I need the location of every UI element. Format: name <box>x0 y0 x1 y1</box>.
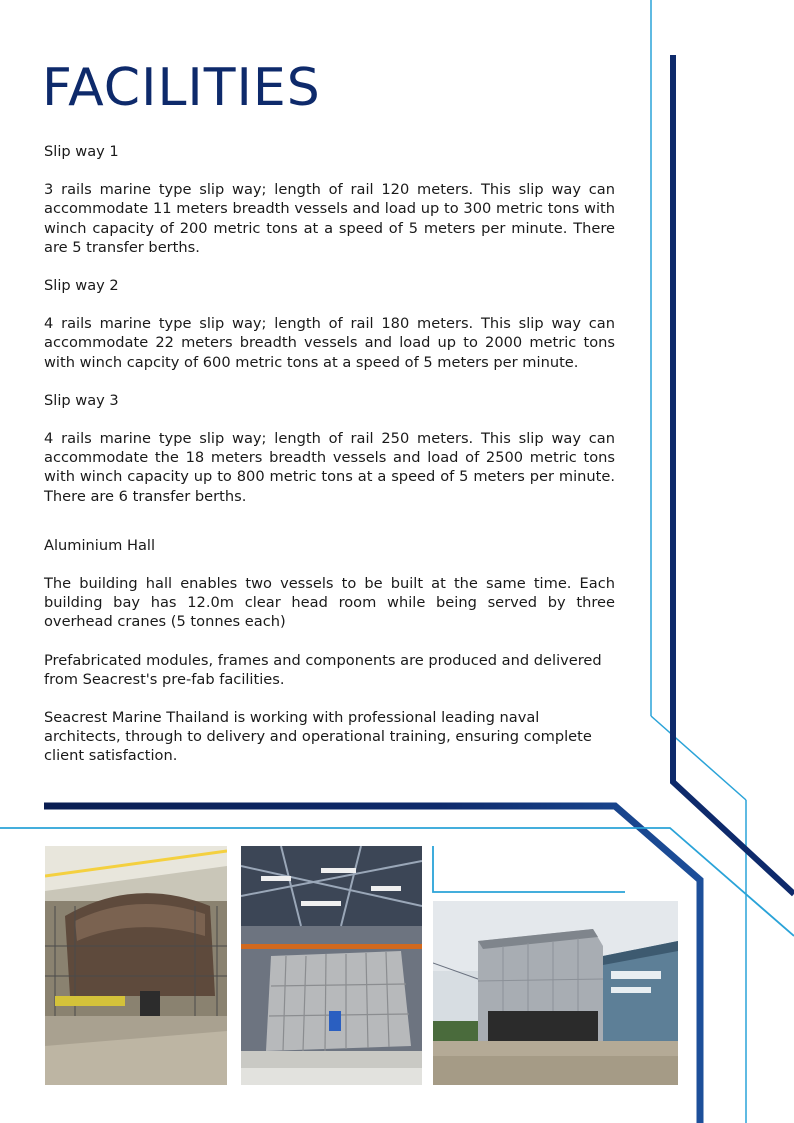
section-heading-slipway-3: Slip way 3 <box>44 391 119 409</box>
photo-facility-building-exterior <box>433 901 678 1085</box>
section-body-slipway-3: 4 rails marine type slip way; length of rail 250 meters. This slip way can accommodate the 18 meters breadth vessels and load of 2500 metric tons with winch capacity up to 800 metric tons at a speed of 5 meters per minute. There are 6 transfer berths. <box>44 430 615 505</box>
section-heading-aluminium-hall: Aluminium Hall <box>44 536 155 554</box>
page-title: FACILITIES <box>42 58 321 118</box>
aluminium-hall-paragraph: Prefabricated modules, frames and components are produced and delivered from Seacrest's pre-fab facilities. <box>44 651 602 688</box>
section-body-slipway-1: 3 rails marine type slip way; length of rail 120 meters. This slip way can accommodate 11 meters breadth vessels and load up to 300 metric tons with winch capacity of 200 metric tons at a speed of 5 meters per minute. There are 5 transfer berths. <box>44 181 615 256</box>
aluminium-hall-paragraph: Seacrest Marine Thailand is working with professional leading naval architects, through to delivery and operational training, ensuring complete client satisfaction. <box>44 709 592 765</box>
section-body-slipway-2: 4 rails marine type slip way; length of rail 180 meters. This slip way can accommodate 22 meters breadth vessels and load up to 2000 metric tons with winch capcity of 600 metric tons at a speed of 5 meters per minute. <box>44 315 615 371</box>
photo-aluminium-hall-interior <box>241 846 422 1085</box>
aluminium-hall-paragraph: The building hall enables two vessels to be built at the same time. Each building bay has 12.0m clear head room while being served by three overhead cranes (5 tonnes each) <box>44 575 615 631</box>
section-heading-slipway-2: Slip way 2 <box>44 277 119 295</box>
photo-ship-hull-construction <box>45 846 227 1085</box>
section-heading-slipway-1: Slip way 1 <box>44 143 119 160</box>
facilities-content <box>44 142 615 785</box>
